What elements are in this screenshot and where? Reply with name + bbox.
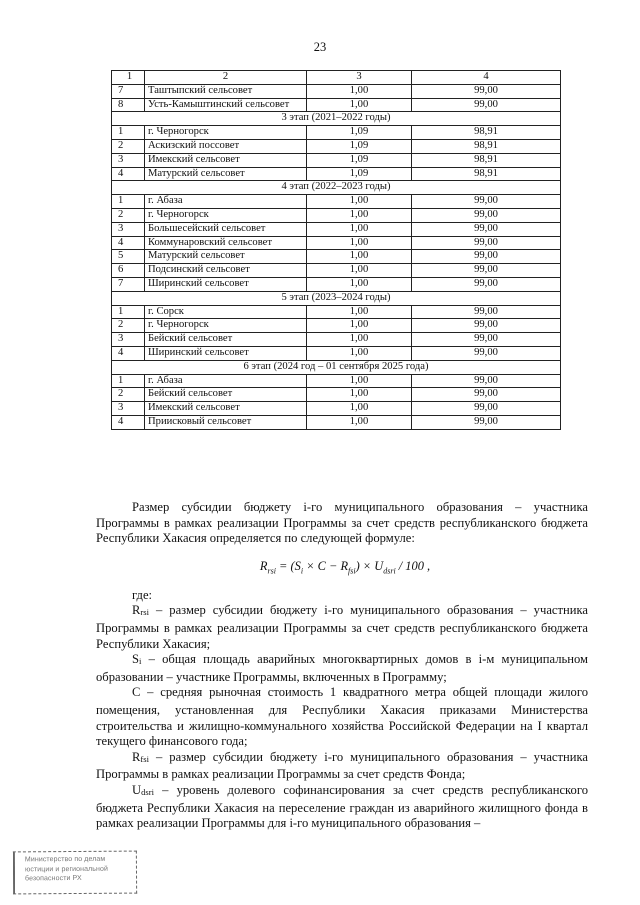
formula-tail: / 100 ,: [395, 558, 431, 573]
stage-title: 4 этап (2022–2023 годы): [112, 181, 561, 195]
table-row: [112, 305, 561, 319]
share-percent: 99,00: [412, 374, 561, 388]
table-row: [112, 415, 561, 429]
share-percent: 99,00: [412, 195, 561, 209]
share-percent: 99,00: [412, 250, 561, 264]
coefficient-value: 1,09: [307, 126, 412, 140]
stage-header-row: [112, 360, 561, 374]
table-header-row: [112, 71, 561, 85]
table-row: [112, 402, 561, 416]
definitions-list: [96, 603, 588, 831]
definition-text: – размер субсидии бюджету i-го муниципального образования – участника Программы в рамках реализации Программы за счет средств республиканского бюджета Республики Хакасия;: [96, 603, 588, 651]
row-number: 3: [112, 402, 145, 416]
coefficient-value: 1,00: [307, 277, 412, 291]
definition-text: – уровень долевого софинансирования за счет средств республиканского бюджета Республики Хакасия на переселение граждан из аварийного жилищного фонда в рамках реализации Программы для i-го муниципального образования –: [96, 782, 588, 831]
formula-eq: = (: [275, 558, 295, 573]
stamp-line: Министерство по делам: [24, 855, 106, 864]
definition-symbol: C: [132, 685, 141, 700]
table-row: [112, 264, 561, 278]
formula-lhs-sub: rsi: [267, 566, 276, 576]
definition-item: [96, 652, 588, 685]
subsidy-table: [111, 70, 561, 430]
row-number: 4: [112, 415, 145, 429]
coefficient-value: 1,00: [307, 222, 412, 236]
coefficient-value: 1,00: [307, 305, 412, 319]
municipality-name: Таштыпский сельсовет: [145, 84, 307, 98]
row-number: 2: [112, 319, 145, 333]
table-row: [112, 195, 561, 209]
definition-text: – общая площадь аварийных многоквартирных домов в i-м муниципальном образовании – участнике Программы, включенных в Программу;: [96, 652, 588, 684]
table-row: [112, 98, 561, 112]
table-row: [112, 236, 561, 250]
definition-text: – средняя рыночная стоимость 1 квадратного метра общей площади жилого помещения, установленная для Республики Хакасия приказами Министерства строительства и жилищно-коммунального хозяйства Российской Федерации на I квартал текущего финансового года;: [96, 685, 588, 749]
row-number: 3: [112, 153, 145, 167]
formula-u-sub: dsri: [383, 566, 396, 576]
coefficient-value: 1,00: [307, 84, 412, 98]
stamp-line: безопасности РХ: [25, 874, 82, 883]
coefficient-value: 1,00: [307, 236, 412, 250]
municipality-name: Матурский сельсовет: [145, 250, 307, 264]
table-row: [112, 84, 561, 98]
page-number: 23: [313, 40, 327, 54]
header-cell-1: 1: [112, 71, 145, 85]
definition-symbol-sub: fsi: [140, 753, 149, 764]
share-percent: 99,00: [412, 277, 561, 291]
share-percent: 98,91: [412, 167, 561, 181]
share-percent: 99,00: [412, 305, 561, 319]
share-percent: 99,00: [412, 402, 561, 416]
table-row: [112, 153, 561, 167]
row-number: 4: [112, 236, 145, 250]
header-cell-2: 2: [145, 71, 307, 85]
table-row: [112, 277, 561, 291]
definition-item: [96, 750, 588, 783]
municipality-name: г. Сорск: [145, 305, 307, 319]
coefficient-value: 1,00: [307, 250, 412, 264]
municipality-name: г. Черногорск: [145, 208, 307, 222]
share-percent: 98,91: [412, 126, 561, 140]
table-row: [112, 374, 561, 388]
coefficient-value: 1,00: [307, 208, 412, 222]
municipality-name: Подсинский сельсовет: [145, 264, 307, 278]
row-number: 8: [112, 98, 145, 112]
formula-r: R: [340, 558, 349, 573]
header-cell-4: 4: [412, 71, 561, 85]
definition-item: [96, 603, 588, 652]
table-row: [112, 139, 561, 153]
definition-symbol: R: [132, 603, 141, 618]
registration-stamp: [13, 851, 137, 895]
formula-s: S: [294, 558, 301, 573]
row-number: 7: [112, 84, 145, 98]
share-percent: 99,00: [412, 84, 561, 98]
row-number: 4: [112, 167, 145, 181]
coefficient-value: 1,00: [307, 98, 412, 112]
table-row: [112, 319, 561, 333]
coefficient-value: 1,09: [307, 167, 412, 181]
row-number: 2: [112, 139, 145, 153]
share-percent: 98,91: [412, 153, 561, 167]
share-percent: 99,00: [412, 388, 561, 402]
definition-text: – размер субсидии бюджету i-го муниципального образования – участника Программы в рамках реализации Программы за счет средств Фонда;: [96, 749, 588, 782]
municipality-name: Усть-Камыштинский сельсовет: [145, 98, 307, 112]
definition-symbol: U: [132, 782, 142, 797]
share-percent: 99,00: [412, 333, 561, 347]
municipality-name: Бейский сельсовет: [145, 333, 307, 347]
row-number: 3: [112, 333, 145, 347]
definition-symbol: S: [132, 652, 140, 667]
table-row: [112, 250, 561, 264]
coefficient-value: 1,00: [307, 415, 412, 429]
coefficient-value: 1,09: [307, 153, 412, 167]
stage-title: 6 этап (2024 год – 01 сентября 2025 года): [112, 360, 561, 374]
share-percent: 99,00: [412, 415, 561, 429]
table-row: [112, 167, 561, 181]
row-number: 2: [112, 388, 145, 402]
municipality-name: г. Абаза: [145, 195, 307, 209]
definition-item: [96, 685, 588, 749]
municipality-name: г. Черногорск: [145, 126, 307, 140]
stamp-line: юстиции и региональной: [24, 865, 108, 873]
stage-title: 5 этап (2023–2024 годы): [112, 291, 561, 305]
row-number: 1: [112, 195, 145, 209]
coefficient-value: 1,00: [307, 264, 412, 278]
coefficient-value: 1,00: [307, 346, 412, 360]
municipality-name: Ширинский сельсовет: [145, 346, 307, 360]
stage-header-row: [112, 181, 561, 195]
municipality-name: Приисковый сельсовет: [145, 415, 307, 429]
municipality-name: Большесейский сельсовет: [145, 222, 307, 236]
municipality-name: г. Черногорск: [145, 319, 307, 333]
municipality-name: г. Абаза: [145, 374, 307, 388]
table-row: [112, 333, 561, 347]
table-row: [112, 126, 561, 140]
formula-u: U: [374, 558, 384, 573]
header-cell-3: 3: [307, 71, 412, 85]
definition-symbol: R: [132, 749, 141, 764]
table-row: [112, 346, 561, 360]
table-row: [112, 222, 561, 236]
coefficient-value: 1,00: [307, 319, 412, 333]
row-number: 6: [112, 264, 145, 278]
stage-header-row: [112, 291, 561, 305]
row-number: 3: [112, 222, 145, 236]
definition-symbol-sub: i: [139, 656, 142, 667]
coefficient-value: 1,09: [307, 139, 412, 153]
definition-item: [96, 783, 588, 832]
coefficient-value: 1,00: [307, 195, 412, 209]
row-number: 7: [112, 277, 145, 291]
definition-symbol-sub: dsri: [141, 786, 154, 797]
coefficient-value: 1,00: [307, 402, 412, 416]
municipality-name: Аскизский поссовет: [145, 139, 307, 153]
coefficient-value: 1,00: [307, 388, 412, 402]
body-text: [96, 500, 588, 832]
share-percent: 99,00: [412, 264, 561, 278]
share-percent: 99,00: [412, 236, 561, 250]
municipality-name: Имекский сельсовет: [145, 153, 307, 167]
formula-mid2: ) ×: [355, 558, 375, 573]
table-row: [112, 388, 561, 402]
municipality-name: Коммунаровский сельсовет: [145, 236, 307, 250]
municipality-name: Имекский сельсовет: [145, 402, 307, 416]
formula-mid1: × C −: [303, 558, 341, 573]
table-row: [112, 208, 561, 222]
stage-title: 3 этап (2021–2022 годы): [112, 112, 561, 126]
formula-r-sub: fsi: [348, 566, 356, 576]
row-number: 2: [112, 208, 145, 222]
municipality-name: Ширинский сельсовет: [145, 277, 307, 291]
municipality-name: Бейский сельсовет: [145, 388, 307, 402]
stage-header-row: [112, 112, 561, 126]
share-percent: 99,00: [412, 98, 561, 112]
subsidy-formula: [96, 559, 588, 579]
share-percent: 99,00: [412, 222, 561, 236]
row-number: 1: [112, 126, 145, 140]
share-percent: 98,91: [412, 139, 561, 153]
share-percent: 99,00: [412, 346, 561, 360]
row-number: 4: [112, 346, 145, 360]
formula-s-sub: i: [300, 566, 304, 576]
row-number: 5: [112, 250, 145, 264]
row-number: 1: [112, 305, 145, 319]
share-percent: 99,00: [412, 319, 561, 333]
row-number: 1: [112, 374, 145, 388]
coefficient-value: 1,00: [307, 333, 412, 347]
definition-symbol-sub: rsi: [140, 607, 149, 618]
formula-intro: Размер субсидии бюджету i-го муниципального образования – участника Программы в рамках реализации Программы за счет средств республиканского бюджета Республики Хакасия определяется по следующей формуле:: [96, 500, 588, 546]
where-label: где:: [132, 587, 153, 602]
municipality-name: Матурский сельсовет: [145, 167, 307, 181]
formula-lhs: R: [259, 558, 268, 573]
coefficient-value: 1,00: [307, 374, 412, 388]
share-percent: 99,00: [412, 208, 561, 222]
subsidy-table-body: [112, 71, 561, 430]
